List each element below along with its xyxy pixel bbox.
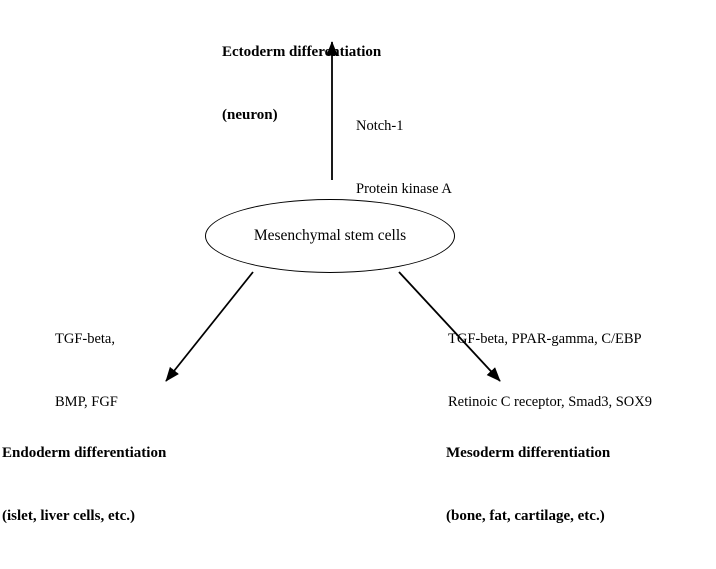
edge-label-to-ectoderm-line1: Notch-1 xyxy=(356,118,404,134)
edge-label-to-endoderm xyxy=(55,287,118,455)
edge-label-to-mesoderm xyxy=(448,287,652,455)
node-ectoderm-line1: Ectoderm differentiation xyxy=(222,44,382,60)
arrow-to-endoderm xyxy=(166,272,253,381)
node-mesenchymal-stem-cells-label: Mesenchymal stem cells xyxy=(253,227,407,244)
edge-label-to-endoderm-line1: TGF-beta, xyxy=(55,331,115,347)
node-endoderm-line1: Endoderm differentiation xyxy=(2,445,167,461)
edge-label-to-ectoderm-line2: Protein kinase A xyxy=(356,181,452,197)
node-mesoderm-line2: (bone, fat, cartilage, etc.) xyxy=(446,508,605,524)
edge-label-to-endoderm-line2: BMP, FGF xyxy=(55,394,118,410)
node-endoderm-line2: (islet, liver cells, etc.) xyxy=(2,508,135,524)
edge-label-to-mesoderm-line1: TGF-beta, PPAR-gamma, C/EBP xyxy=(448,331,642,347)
edge-label-to-mesoderm-line2: Retinoic C receptor, Smad3, SOX9 xyxy=(448,394,652,410)
node-ectoderm-line2: (neuron) xyxy=(222,107,278,123)
node-mesoderm-line1: Mesoderm differentiation xyxy=(446,445,611,461)
edge-label-to-ectoderm xyxy=(356,74,452,242)
